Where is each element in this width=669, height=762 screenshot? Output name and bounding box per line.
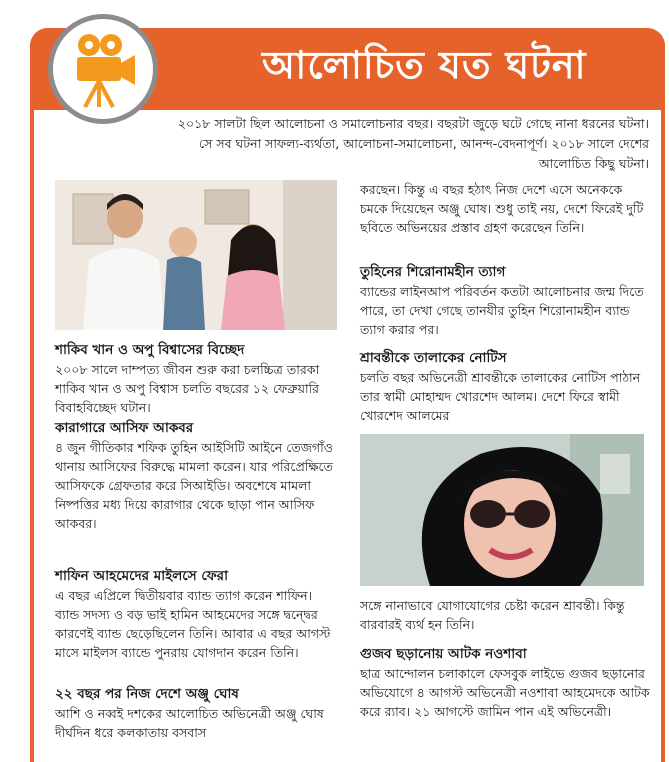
story-srabanti xyxy=(360,348,650,425)
story-anju xyxy=(55,684,340,742)
story-srabanti-continued xyxy=(360,596,650,634)
family-photo xyxy=(55,180,337,330)
story-headline: তুহিনের শিরোনামহীন ত্যাগ xyxy=(360,264,506,280)
story-body: করছেন। কিন্তু এ বছর হঠাৎ নিজ দেশে এসে অনেককে চমকে দিয়েছেন অঞ্জু ঘোষ। শুধু তাই নয়, দেশে ফিরেই দুটি ছবিতে অভিনয়ের প্রস্তাব গ্রহণ করেছেন তিনি। xyxy=(360,182,644,235)
story-body: ২০০৮ সালে দাম্পত্য জীবন শুরু করা চলচ্চিত্র তারকা শাকিব খান ও অপু বিশ্বাস চলতি বছরের ১২ ফেব্রুয়ারি বিবাহবিচ্ছেদ ঘটান। xyxy=(55,362,320,415)
story-body: এ বছর এপ্রিলে দ্বিতীয়বার ব্যান্ড ত্যাগ করেন শাফিন। ব্যান্ড সদস্য ও বড় ভাই হামিন আহমেদের সঙ্গে দ্বন্দ্বের কারণেই ব্যান্ড ছেড়েছিলেন তিনি। আবার এ বছর আগস্ট মাসে মাইলস ব্যান্ডে পুনরায় যোগদান করেন তিনি। xyxy=(55,588,331,660)
story-headline: শাফিন আহমেদের মাইলসে ফেরা xyxy=(55,568,229,584)
story-asif xyxy=(55,418,340,533)
story-tuhin xyxy=(360,262,650,339)
story-nawshaba xyxy=(360,644,650,721)
page-title: আলোচিত যত ঘটনা xyxy=(262,43,587,87)
story-body: ৪ জুন গীতিকার শফিক তুহিন আইসিটি আইনে তেজগাঁও থানায় আসিফের বিরুদ্ধে মামলা করেন। যার পরিপ্রেক্ষিতে আসিফকে গ্রেফতার করে সিআইডি। অবশেষে মামলা নিষ্পত্তির মধ্য দিয়ে কারাগার থেকে ছাড়া পান আসিফ আকবর। xyxy=(55,440,333,531)
story-body: আশি ও নব্বই দশকের আলোচিত অভিনেত্রী অঞ্জু ঘোষ দীর্ঘদিন ধরে কলকাতায় বসবাস xyxy=(55,706,324,740)
story-body: ছাত্র আন্দোলন চলাকালে ফেসবুক লাইভে গুজব ছড়ানোর অভিযোগে ৪ আগস্ট অভিনেত্রী নওশাবা আহমেদকে আটক করে র‍্যাব। ২১ আগস্টে জামিন পান এই অভিনেত্রী। xyxy=(360,666,650,719)
story-headline: শ্রাবন্তীকে তালাকের নোটিস xyxy=(360,350,507,366)
story-headline: কারাগারে আসিফ আকবর xyxy=(55,420,194,436)
story-body: সঙ্গে নানাভাবে যোগাযোগের চেষ্টা করেন শ্রাবন্তী। কিন্তু বারবারই ব্যর্থ হন তিনি। xyxy=(360,598,625,632)
story-shakib xyxy=(55,340,340,417)
intro-paragraph: ২০১৮ সালটা ছিল আলোচনা ও সমালোচনার বছর। বছরটা জুড়ে ঘটে গেছে নানা ধরনের ঘটনা। সে সব ঘটনা সাফল্য-ব্যর্থতা, আলোচনা-সমালোচনা, আনন্দ-বেদনাপূর্ণ। ২০১৮ সালে দেশের আলোচিত কিছু ঘটনা। xyxy=(177,116,649,171)
story-headline: গুজব ছড়ানোয় আটক নওশাবা xyxy=(360,646,527,662)
logo-badge xyxy=(48,14,158,124)
story-body: ব্যান্ডের লাইনআপ পরিবর্তন কতটা আলোচনার জন্ম দিতে পারে, তা দেখা গেছে তানযীর তুহিন শিরোনামহীন ব্যান্ড ত্যাগ করার পর। xyxy=(360,284,644,337)
story-shafin xyxy=(55,566,340,662)
story-headline: শাকিব খান ও অপু বিশ্বাসের বিচ্ছেদ xyxy=(55,342,245,358)
story-anju-continued xyxy=(360,180,650,237)
actress-photo xyxy=(360,434,644,586)
story-headline: ২২ বছর পর নিজ দেশে অঞ্জু ঘোষ xyxy=(55,686,239,702)
story-body: চলতি বছর অভিনেত্রী শ্রাবন্তীকে তালাকের নোটিস পাঠান তার স্বামী মোহাম্মদ খোরশেদ আলম। দেশে ফিরে স্বামী খোরশেদ আলমের xyxy=(360,370,641,423)
film-camera-icon xyxy=(61,27,145,111)
